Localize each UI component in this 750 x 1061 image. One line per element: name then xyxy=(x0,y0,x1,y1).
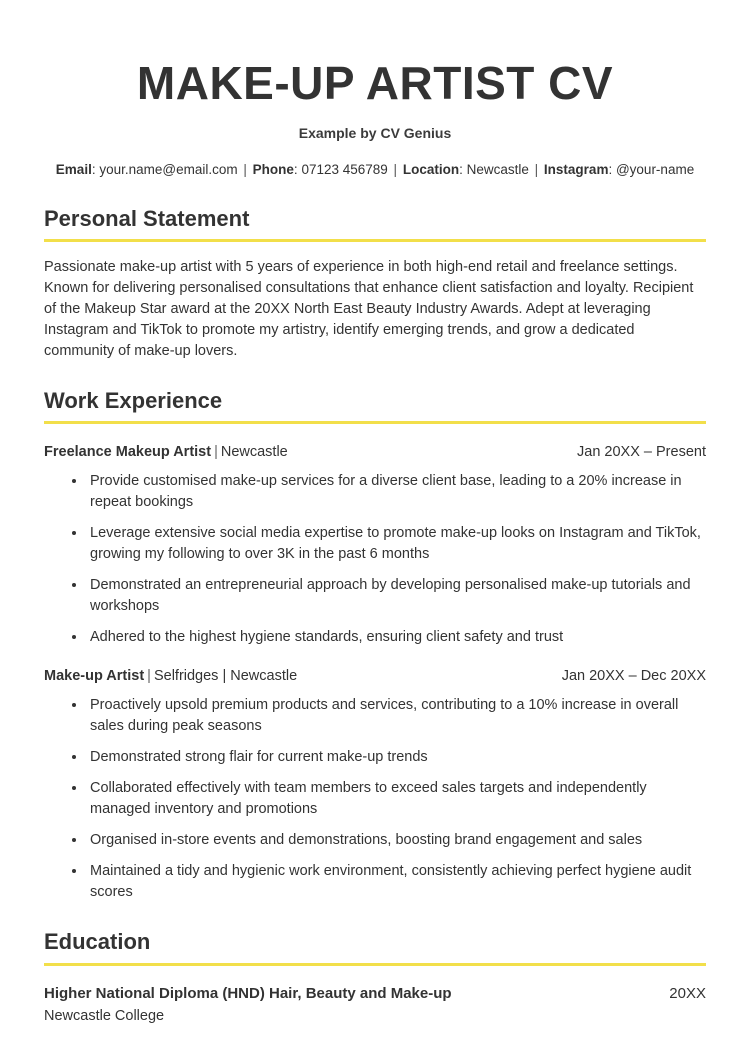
list-item: Leverage extensive social media expertise to promote make-up looks on Instagram and TikTok, growing my following to over 3K in the past 6 months xyxy=(44,523,706,565)
email-value: your.name@email.com xyxy=(99,162,238,178)
email-colon: : xyxy=(91,162,100,178)
phone-value: 07123 456789 xyxy=(301,162,388,178)
section-work-experience xyxy=(44,388,706,903)
experience-title xyxy=(44,443,288,462)
list-item: Adhered to the highest hygiene standards, ensuring client safety and trust xyxy=(44,627,706,648)
instagram-value: @your-name xyxy=(615,162,695,178)
phone-label: Phone xyxy=(252,162,294,178)
experience-organisation: Selfridges | Newcastle xyxy=(153,668,298,685)
section-education xyxy=(44,929,706,1026)
section-heading-education: Education xyxy=(44,929,151,955)
email-label: Email xyxy=(55,162,92,178)
experience-organisation: Newcastle xyxy=(220,444,288,461)
section-heading-personal-statement: Personal Statement xyxy=(44,205,250,231)
experience-entry xyxy=(44,443,706,648)
section-rule xyxy=(44,421,706,424)
instagram-colon: : xyxy=(608,162,616,178)
experience-role: Freelance Makeup Artist xyxy=(44,444,212,461)
section-rule xyxy=(44,963,706,966)
cv-subtitle: Example by CV Genius xyxy=(298,124,452,141)
cv-header xyxy=(44,0,706,180)
personal-statement-body: Passionate make-up artist with 5 years of experience in both high-end retail and freelance settings. Known for delivering personalised consultations that enhance client satisfaction and loyalty. Recipient of the Makeup Star award at the 20XX North East Beauty Industry Awards. Adept at leveraging Instagram and TikTok to promote my artistry, identify emerging trends, and grow a dedicated community of make-up lovers. xyxy=(44,258,694,359)
location-value: Newcastle xyxy=(466,162,529,178)
contact-separator-1: | xyxy=(243,162,247,178)
contact-line xyxy=(44,161,706,179)
experience-entry xyxy=(44,667,706,903)
list-item: Provide customised make-up services for a diverse client base, leading to a 20% increase in repeat bookings xyxy=(44,471,706,513)
experience-entry-header xyxy=(44,667,706,686)
education-degree: Higher National Diploma (HND) Hair, Beauty and Make-up xyxy=(44,984,452,1002)
list-item: Organised in-store events and demonstrations, boosting brand engagement and sales xyxy=(44,830,706,851)
page-title: MAKE-UP ARTIST CV xyxy=(136,57,614,109)
contact-separator-3: | xyxy=(534,162,539,178)
section-rule xyxy=(44,239,706,242)
experience-date: Jan 20XX – Present xyxy=(577,444,706,461)
list-item: Maintained a tidy and hygienic work environment, consistently achieving perfect hygiene audit scores xyxy=(44,861,706,903)
experience-entry-header xyxy=(44,443,706,462)
experience-bullet-list xyxy=(44,695,706,903)
list-item: Collaborated effectively with team members to exceed sales targets and independently managed inventory and promotions xyxy=(44,778,706,820)
education-entry-header xyxy=(44,984,706,1004)
experience-title xyxy=(44,667,297,686)
list-item: Demonstrated strong flair for current make-up trends xyxy=(44,747,706,768)
instagram-label: Instagram xyxy=(543,162,609,178)
education-entry xyxy=(44,984,706,1027)
title-separator: | xyxy=(214,444,218,461)
list-item: Proactively upsold premium products and services, contributing to a 10% increase in overall sales during peak seasons xyxy=(44,695,706,737)
section-heading-work-experience: Work Experience xyxy=(44,388,223,413)
experience-bullet-list xyxy=(44,471,706,648)
location-colon: : xyxy=(459,162,467,178)
education-school: Newcastle College xyxy=(44,1008,165,1025)
education-year: 20XX xyxy=(669,984,706,1002)
section-personal-statement xyxy=(44,206,706,362)
experience-role: Make-up Artist xyxy=(44,668,145,685)
list-item: Demonstrated an entrepreneurial approach by developing personalised make-up tutorials and workshops xyxy=(44,575,706,617)
phone-colon: : xyxy=(293,162,302,178)
experience-date: Jan 20XX – Dec 20XX xyxy=(561,668,706,685)
title-separator: | xyxy=(147,668,151,685)
contact-separator-2: | xyxy=(393,162,398,178)
location-label: Location xyxy=(402,162,460,178)
